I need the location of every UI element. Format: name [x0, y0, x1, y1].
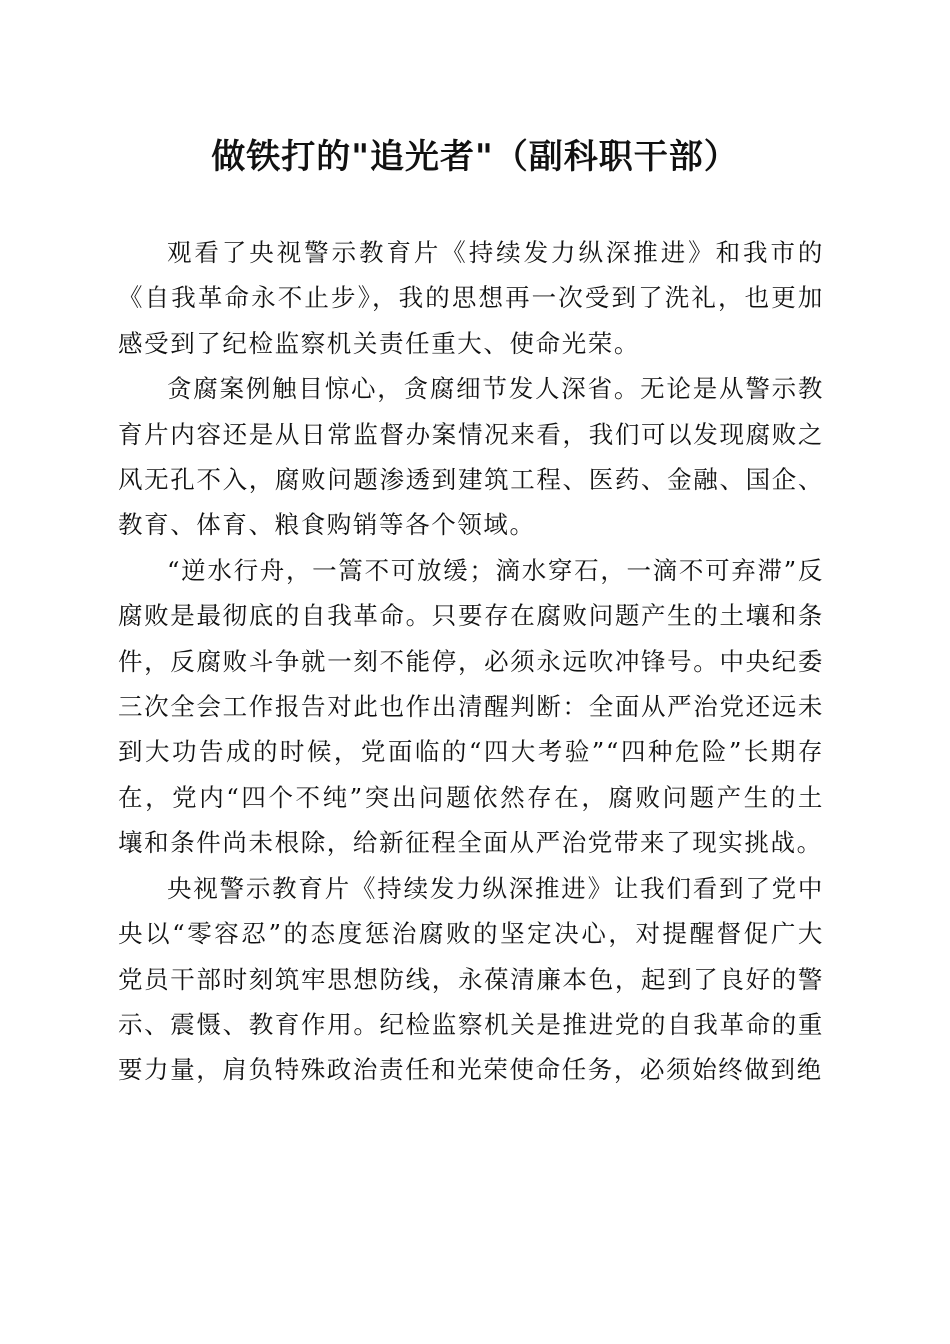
document-title: 做铁打的"追光者"（副科职干部）: [211, 137, 739, 177]
paragraph: “逆水行舟，一篙不可放缓；滴水穿石，一滴不可弃滞”反腐败是最彻底的自我革命。只要存在腐败问题产生的土壤和条件，反腐败斗争就一刻不能停，必须永远吹冲锋号。中央纪委三次全会工作报告对此也作出清醒判断：全面从严治党还远未到大功告成的时候，党面临的“四大考验”“四种危险”长期存在，党内“四个不纯”突出问题依然存在，腐败问题产生的土壤和条件尚未根除，给新征程全面从严治党带来了现实挑战。: [118, 555, 824, 858]
paragraph: 央视警示教育片《持续发力纵深推进》让我们看到了党中央以“零容忍”的态度惩治腐败的坚定决心，对提醒督促广大党员干部时刻筑牢思想防线，永葆清廉本色，起到了良好的警示、震慑、教育作用。纪检监察机关是推进党的自我革命的重要力量，肩负特殊政治责任和光荣使命任务，必须始终做到绝: [118, 873, 824, 1085]
paragraph: 观看了央视警示教育片《持续发力纵深推进》和我市的《自我革命永不止步》，我的思想再一次受到了洗礼，也更加感受到了纪检监察机关责任重大、使命光荣。: [118, 238, 824, 358]
paragraph: 贪腐案例触目惊心，贪腐细节发人深省。无论是从警示教育片内容还是从日常监督办案情况来看，我们可以发现腐败之风无孔不入，腐败问题渗透到建筑工程、医药、金融、国企、教育、体育、粮食购销等各个领域。: [118, 374, 824, 540]
document-body: [118, 230, 824, 1093]
